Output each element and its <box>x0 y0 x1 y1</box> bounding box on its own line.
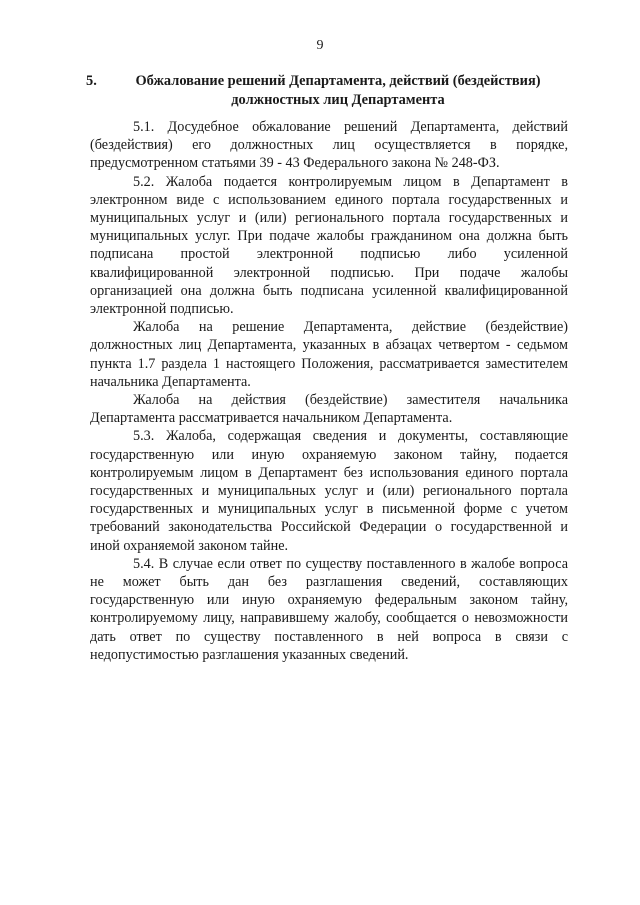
paragraph-complaint-deputy: Жалоба на решение Департамента, действие (бездействие) должностных лиц Департамента, указанных в абзацах четвертом - седьмом пункта 1.7 раздела 1 настоящего Положения, рассматривается заместителем начальника Департамента. <box>90 319 568 390</box>
paragraph-5-1: 5.1. Досудебное обжалование решений Департамента, действий (бездействия) его должностных лиц осуществляется в порядке, предусмотренном статьями 39 - 43 Федерального закона № 248-ФЗ. <box>90 119 568 172</box>
page-number: 9 <box>316 38 324 53</box>
section-title: Обжалование решений Департамента, действий (бездействия) должностных лиц Департамента <box>135 73 541 108</box>
section-number: 5. <box>86 73 97 89</box>
section-body <box>90 118 568 664</box>
paragraph-5-3: 5.3. Жалоба, содержащая сведения и документы, составляющие государственную или иную охраняемую законом тайну, подается контролируемым лицом в Департамент без использования единого портала государственных и муниципальных услуг и (или) регионального портала государственных и муниципальных услуг в письменной форме с учетом требований законодательства Российской Федерации о государственной и иной охраняемой законом тайне. <box>90 428 568 554</box>
paragraph-5-4: 5.4. В случае если ответ по существу поставленного в жалобе вопроса не может быть дан без разглашения сведений, составляющих государственную или иную охраняемую федеральным законом тайну, контролируемому лицу, направившему жалобу, сообщается о невозможности дать ответ по существу поставленного в ней вопроса в связи с недопустимостью разглашения указанных сведений. <box>90 555 568 663</box>
paragraph-5-2: 5.2. Жалоба подается контролируемым лицом в Департамент в электронном виде с использованием единого портала государственных и муниципальных услуг и (или) регионального портала государственных и муниципальных услуг. При подаче жалобы гражданином она должна быть подписана простой электронной подписью либо усиленной квалифицированной электронной подписью. При подаче жалобы организацией она должна быть подписана усиленной квалифицированной электронной подписью. <box>90 173 568 318</box>
paragraph-complaint-head: Жалоба на действия (бездействие) заместителя начальника Департамента рассматривается начальником Департамента. <box>90 392 568 427</box>
section-heading <box>86 72 566 110</box>
